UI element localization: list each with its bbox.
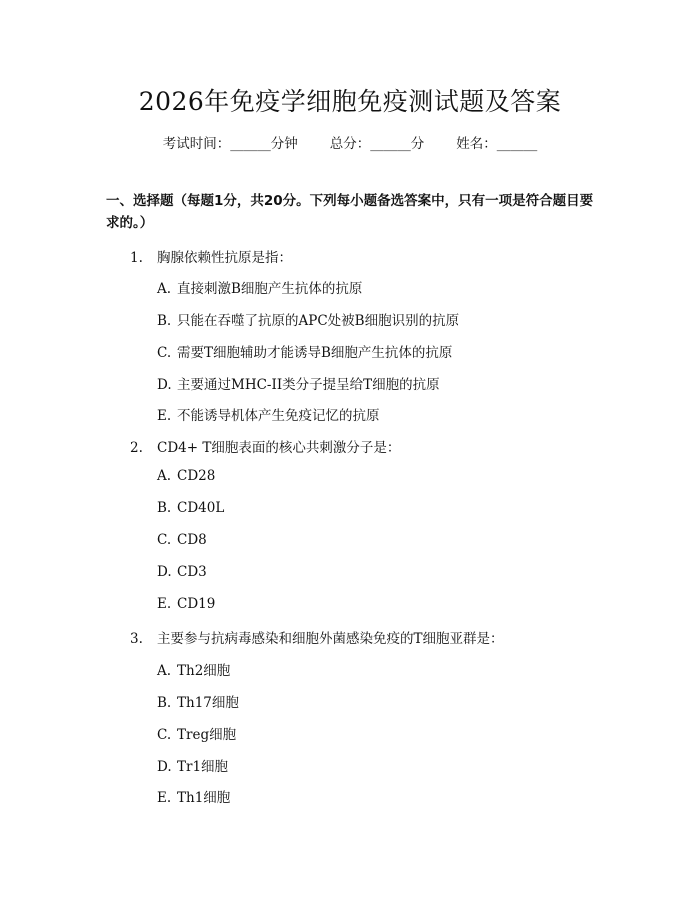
option-1e [157, 404, 380, 424]
option-text: 直接刺激B细胞产生抗体的抗原 [177, 281, 363, 297]
option-3c [157, 723, 236, 743]
option-text: 主要通过MHC-II类分子提呈给T细胞的抗原 [177, 377, 440, 393]
option-letter: A. [157, 468, 172, 484]
question-3 [130, 627, 504, 647]
question-number: 2. [130, 440, 143, 456]
option-text: 需要T细胞辅助才能诱导B细胞产生抗体的抗原 [177, 345, 453, 361]
option-text: 只能在吞噬了抗原的APC处被B细胞识别的抗原 [177, 313, 460, 329]
option-letter: C. [157, 345, 172, 361]
option-letter: A. [157, 281, 172, 297]
option-text: Th17细胞 [177, 695, 239, 711]
option-2e [157, 596, 215, 612]
name-field: 姓名：______ [456, 136, 538, 152]
exam-meta [0, 132, 700, 152]
option-3b [157, 691, 239, 711]
section-heading: 一、选择题（每题1分，共20分。下列每小题备选答案中，只有一项是符合题目要求的。） [106, 193, 594, 231]
option-letter: D. [157, 377, 172, 393]
option-letter: B. [157, 695, 172, 711]
option-text: Th2细胞 [177, 663, 231, 679]
option-letter: B. [157, 313, 172, 329]
exam-time-field: 考试时间：______分钟 [162, 136, 298, 152]
option-2b [157, 500, 224, 516]
option-3e [157, 786, 230, 806]
option-2c [157, 532, 207, 548]
option-3d [157, 755, 228, 775]
total-score-field: 总分：______分 [329, 136, 425, 152]
option-text: CD8 [177, 532, 207, 548]
option-text: CD3 [177, 564, 207, 580]
option-text: CD28 [177, 468, 216, 484]
option-text: Th1细胞 [177, 790, 231, 806]
question-text: CD4+ T细胞表面的核心共刺激分子是： [157, 440, 401, 456]
option-1d [157, 373, 440, 393]
question-2 [130, 436, 400, 456]
option-2a [157, 468, 215, 484]
question-1 [130, 246, 292, 266]
option-letter: E. [157, 596, 172, 612]
option-text: 不能诱导机体产生免疫记忆的抗原 [177, 408, 380, 424]
option-text: CD19 [177, 596, 216, 612]
option-letter: D. [157, 564, 172, 580]
option-3a [157, 659, 230, 679]
option-letter: C. [157, 727, 172, 743]
question-text: 胸腺依赖性抗原是指： [157, 250, 292, 266]
question-number: 1. [130, 250, 143, 266]
option-text: CD40L [177, 500, 225, 516]
option-text: Tr1细胞 [177, 759, 229, 775]
option-1b [157, 309, 459, 329]
question-text: 主要参与抗病毒感染和细胞外菌感染免疫的T细胞亚群是： [157, 631, 504, 647]
option-letter: E. [157, 790, 172, 806]
option-letter: C. [157, 532, 172, 548]
option-letter: D. [157, 759, 172, 775]
option-1c [157, 341, 452, 361]
option-1a [157, 277, 362, 297]
page-title: 2026年免疫学细胞免疫测试题及答案 [138, 87, 562, 116]
option-text: Treg细胞 [177, 727, 237, 743]
question-number: 3. [130, 631, 143, 647]
option-letter: E. [157, 408, 172, 424]
option-2d [157, 564, 207, 580]
option-letter: B. [157, 500, 172, 516]
option-letter: A. [157, 663, 172, 679]
